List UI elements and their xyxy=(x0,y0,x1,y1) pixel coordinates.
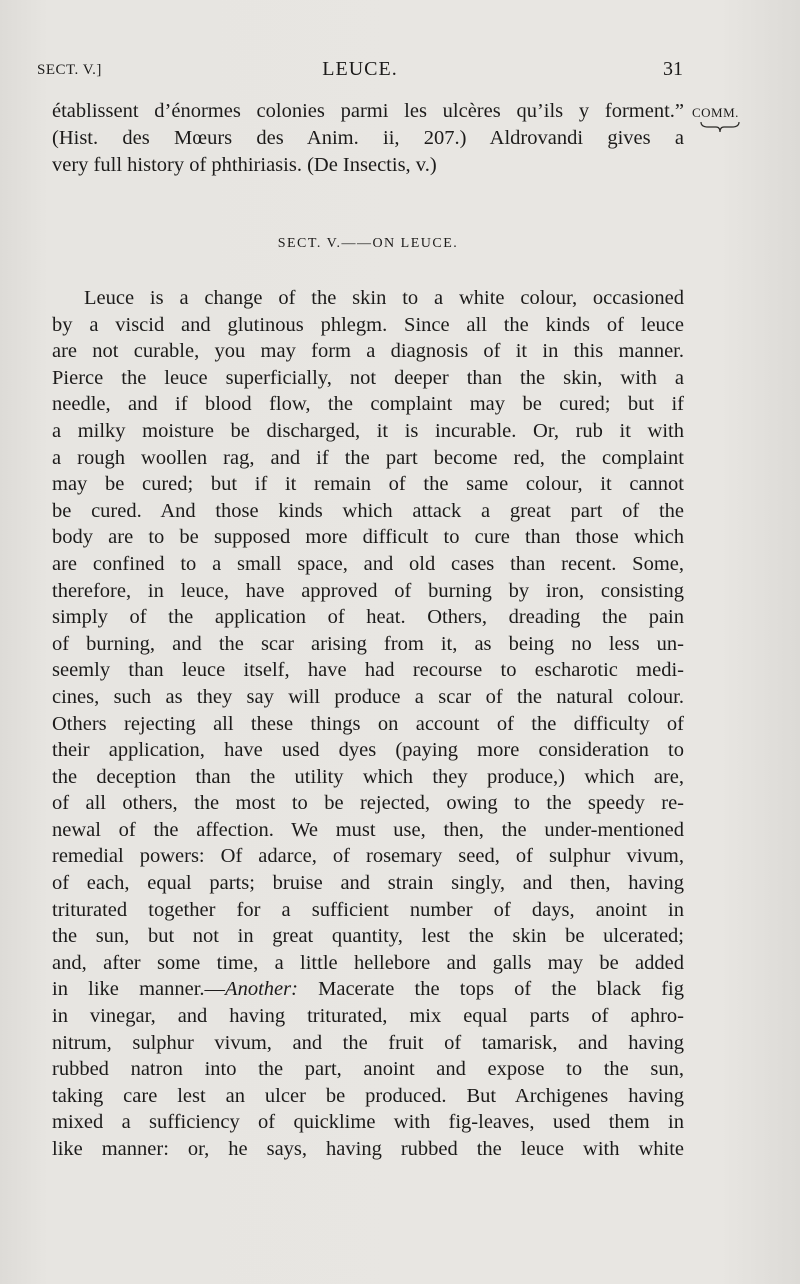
text-line: Others rejecting all these things on account of the difficulty of xyxy=(52,712,684,735)
text-line: Leuce is a change of the skin to a white colour, occasioned xyxy=(84,287,684,309)
text-line: very full history of phthiriasis. (De Insectis, v.) xyxy=(52,154,437,176)
text-line: by a viscid and glutinous phlegm. Since all the kinds of leuce xyxy=(52,313,684,336)
running-head xyxy=(37,58,683,84)
text-line: établissent d’énormes colonies parmi les ulcères qu’ils y forment.” xyxy=(52,100,684,122)
text-line: may be cured; but if it remain of the same colour, it cannot xyxy=(52,473,684,496)
margin-brace-icon xyxy=(700,120,740,134)
text-line: Pierce the leuce superficially, not deeper than the skin, with a xyxy=(52,366,684,389)
running-head-section: SECT. V.] xyxy=(37,62,102,78)
intro-paragraph xyxy=(52,98,684,179)
text-line: be cured. And those kinds which attack a great part of the xyxy=(52,499,684,522)
text-line: needle, and if blood flow, the complaint may be cured; but if xyxy=(52,393,684,416)
text-line: of each, equal parts; bruise and strain singly, and then, having xyxy=(52,872,684,895)
text-line: remedial powers: Of adarce, of rosemary seed, of sulphur vivum, xyxy=(52,845,684,868)
text-line: in vinegar, and having triturated, mix equal parts of aphro- xyxy=(52,1005,684,1028)
text-line: newal of the affection. We must use, then, the under-mentioned xyxy=(52,818,684,841)
text-line: nitrum, sulphur vivum, and the fruit of tamarisk, and having xyxy=(52,1031,684,1054)
text-line: the deception than the utility which they produce,) which are, xyxy=(52,765,684,788)
text-line: therefore, in leuce, have approved of burning by iron, consisting xyxy=(52,579,684,602)
text-line: seemly than leuce itself, have had recourse to escharotic medi- xyxy=(52,659,684,682)
text-line: of all others, the most to be rejected, owing to the speedy re- xyxy=(52,792,684,815)
text-line: of burning, and the scar arising from it, as being no less un- xyxy=(52,632,684,655)
text-line: in like manner.—Another: Macerate the tops of the black fig xyxy=(52,978,685,1001)
text-line: rubbed natron into the part, anoint and expose to the sun, xyxy=(52,1058,684,1081)
text-line: cines, such as they say will produce a scar of the natural colour. xyxy=(52,685,684,708)
body-paragraph xyxy=(52,285,684,1163)
text-line: the sun, but not in great quantity, lest the skin be ulcerated; xyxy=(52,925,684,948)
margin-note-commentary: COMM. xyxy=(692,105,739,120)
text-line: like manner: or, he says, having rubbed the leuce with white xyxy=(52,1138,684,1160)
text-line: mixed a sufficiency of quicklime with fig-leaves, used them in xyxy=(52,1111,684,1134)
running-head-title: LEUCE. xyxy=(322,58,398,80)
text-line: taking care lest an ulcer be produced. But Archigenes having xyxy=(52,1084,684,1107)
text-line: simply of the application of heat. Others, dreading the pain xyxy=(52,606,684,629)
text-line: (Hist. des Mœurs des Anim. ii, 207.) Aldrovandi gives a xyxy=(52,127,684,149)
text-line: body are to be supposed more difficult to cure than those which xyxy=(52,526,684,549)
section-heading: SECT. V.——ON LEUCE. xyxy=(277,236,459,251)
text-line: their application, have used dyes (paying more consideration to xyxy=(52,739,684,762)
text-line: and, after some time, a little hellebore and galls may be added xyxy=(52,951,684,974)
text-line: a milky moisture be discharged, it is incurable. Or, rub it with xyxy=(52,419,684,442)
page-number: 31 xyxy=(663,58,683,80)
text-line: are not curable, you may form a diagnosis of it in this manner. xyxy=(52,340,684,363)
text-line: are confined to a small space, and old cases than recent. Some, xyxy=(52,552,684,575)
text-line: triturated together for a sufficient number of days, anoint in xyxy=(52,898,684,921)
text-line: a rough woollen rag, and if the part become red, the complaint xyxy=(52,446,684,469)
